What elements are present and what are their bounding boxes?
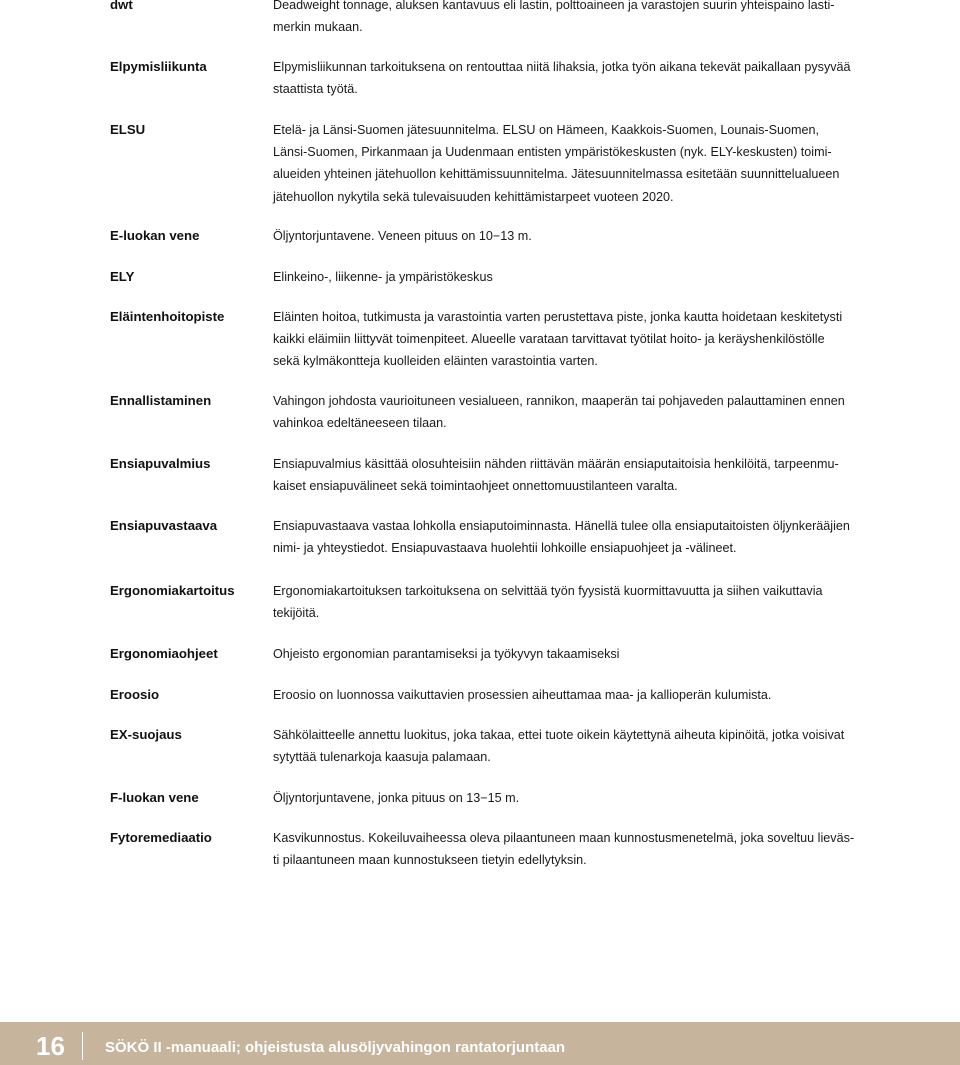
glossary-term: Ensiapuvalmius bbox=[110, 456, 211, 471]
glossary-definition bbox=[273, 306, 879, 373]
glossary-definition bbox=[273, 225, 879, 247]
glossary-term: E-luokan vene bbox=[110, 228, 200, 243]
page-number: 16 bbox=[36, 1031, 65, 1061]
definition-line: Kasvikunnostus. Kokeiluvaiheessa oleva pilaantuneen maan kunnostusmenetelmä, joka soveltuu lieväs- bbox=[273, 831, 855, 845]
definition-line: Elpymisliikunnan tarkoituksena on rentouttaa niitä lihaksia, jotka työn aikana tekevät paikallaan pysyvää bbox=[273, 60, 851, 74]
definition-line: Etelä- ja Länsi-Suomen jätesuunnitelma. ELSU on Hämeen, Kaakkois-Suomen, Lounais-Suomen, bbox=[273, 123, 820, 137]
definition-line: Deadweight tonnage, aluksen kantavuus eli lastin, polttoaineen ja varastojen suurin yhteispaino lasti- bbox=[273, 0, 835, 12]
definition-line: staattista työtä. bbox=[273, 82, 358, 97]
glossary-term: Elpymisliikunta bbox=[110, 59, 207, 74]
definition-line: Vahingon johdosta vaurioituneen vesialueen, rannikon, maaperän tai pohjaveden palauttaminen ennen bbox=[273, 394, 845, 408]
definition-line: Ensiapuvastaava vastaa lohkolla ensiaputoiminnasta. Hänellä tulee olla ensiaputaitoisten öljynkerääjien bbox=[273, 519, 850, 533]
glossary-definition bbox=[273, 643, 879, 665]
definition-line: kaiset ensiapuvälineet sekä toimintaohjeet onnettomuustilanteen varalta. bbox=[273, 479, 678, 494]
glossary-term: Ensiapuvastaava bbox=[110, 518, 218, 533]
definition-line: tekijöitä. bbox=[273, 606, 320, 621]
glossary-definition bbox=[273, 827, 879, 871]
glossary-term: Ergonomiaohjeet bbox=[110, 646, 218, 661]
glossary-definition bbox=[273, 453, 879, 497]
definition-line: Eläinten hoitoa, tutkimusta ja varastointia varten perustettava piste, jonka kautta hoidetaan keskitetysti bbox=[273, 310, 843, 324]
glossary-term: ELY bbox=[110, 269, 135, 284]
definition-line: alueiden yhteinen jätehuollon kehittämissuunnitelma. Jätesuunnitelmassa esitetään suunnittelualueen bbox=[273, 167, 840, 182]
definition-line: Länsi-Suomen, Pirkanmaan ja Uudenmaan entisten ympäristökeskusten (nyk. ELY-keskusten) toimi- bbox=[273, 145, 832, 160]
definition-line: Eroosio on luonnossa vaikuttavien prosessien aiheuttamaa maa- ja kallioperän kulumista. bbox=[273, 688, 772, 702]
definition-line: nimi- ja yhteystiedot. Ensiapuvastaava huolehtii lohkoille ensiapuohjeet ja -välineet. bbox=[273, 541, 737, 556]
glossary-definition bbox=[273, 684, 879, 706]
definition-line: Öljyntorjuntavene. Veneen pituus on 10−13 m. bbox=[273, 229, 532, 243]
definition-line: merkin mukaan. bbox=[273, 20, 363, 35]
glossary-term: Fytoremediaatio bbox=[110, 830, 212, 845]
glossary-term: Ergonomiakartoitus bbox=[110, 583, 235, 598]
glossary-definition bbox=[273, 580, 879, 624]
definition-line: Öljyntorjuntavene, jonka pituus on 13−15 m. bbox=[273, 791, 520, 805]
glossary-definition bbox=[273, 266, 879, 288]
glossary-term: ELSU bbox=[110, 122, 146, 137]
footer-title: SÖKÖ II -manuaali; ohjeistusta alusöljyvahingon rantatorjuntaan bbox=[105, 1039, 566, 1056]
glossary-definition bbox=[273, 56, 879, 100]
glossary-definition bbox=[273, 515, 879, 559]
definition-line: Sähkölaitteelle annettu luokitus, joka takaa, ettei tuote oikein käytettynä aiheuta kipinöitä, jotka voisivat bbox=[273, 728, 845, 742]
glossary-definition bbox=[273, 119, 879, 208]
glossary-term: Eläintenhoitopiste bbox=[110, 309, 225, 324]
glossary-term: Eroosio bbox=[110, 687, 160, 702]
glossary-term: Ennallistaminen bbox=[110, 393, 212, 408]
definition-line: Ohjeisto ergonomian parantamiseksi ja työkyvyn takaamiseksi bbox=[273, 647, 620, 661]
definition-line: kaikki eläimiin liittyvät toimenpiteet. Alueelle varataan tarvittavat työtilat hoito- ja keräyshenkilöstölle bbox=[273, 332, 825, 347]
definition-line: Ergonomiakartoituksen tarkoituksena on selvittää työn fyysistä kuormittavuutta ja siihen vaikuttavia bbox=[273, 584, 823, 598]
definition-line: Elinkeino-, liikenne- ja ympäristökeskus bbox=[273, 270, 493, 284]
definition-line: sytyttää tulenarkoja kaasuja palamaan. bbox=[273, 750, 491, 765]
definition-line: ti pilaantuneen maan kunnostukseen tietyin edellytyksin. bbox=[273, 853, 587, 868]
definition-line: sekä kylmäkontteja kuolleiden eläinten varastointia varten. bbox=[273, 354, 598, 369]
definition-line: jätehuollon nykytila sekä tulevaisuuden kehittämistarpeet vuoteen 2020. bbox=[273, 189, 674, 204]
glossary-definition bbox=[273, 724, 879, 768]
glossary-definition bbox=[273, 787, 879, 809]
footer-divider bbox=[82, 1032, 83, 1060]
definition-line: vahinkoa edeltäneeseen tilaan. bbox=[273, 416, 447, 431]
page-footer bbox=[0, 1022, 960, 1065]
glossary-definition bbox=[273, 0, 879, 38]
glossary-term: EX-suojaus bbox=[110, 727, 182, 742]
definition-line: Ensiapuvalmius käsittää olosuhteisiin nähden riittävän määrän ensiaputaitoisia henkilöitä, tarpeenmu- bbox=[273, 457, 839, 471]
glossary-term: dwt bbox=[110, 0, 133, 12]
glossary-definition bbox=[273, 390, 879, 434]
glossary-term: F-luokan vene bbox=[110, 790, 199, 805]
